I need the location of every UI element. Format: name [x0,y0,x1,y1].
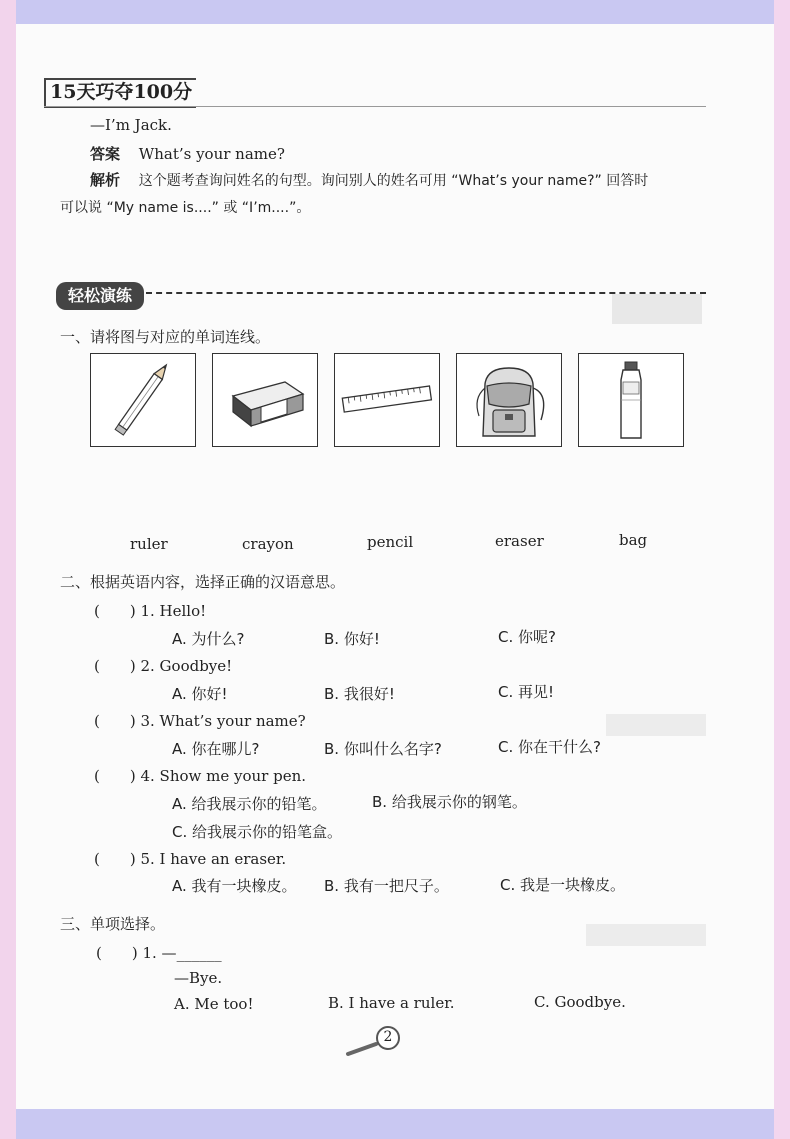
q2-item-4-option-b[interactable]: B. 给我展示你的钢笔。 [372,793,527,811]
q3-option-b[interactable]: B. I have a ruler. [328,994,455,1012]
bottle-picture[interactable] [578,353,684,447]
q2-item-1: ( ) 1. Hello! [94,602,207,620]
q2-item-1-option-a[interactable]: A. 为什么? [172,630,245,648]
page-number: 2 [383,1029,393,1045]
bottle-icon [579,354,683,446]
answer-text: What’s your name? [138,145,285,163]
analysis-label: 解析 [90,171,121,189]
q3-answer-blank[interactable]: ______ [176,944,222,962]
q3-option-a[interactable]: A. Me too! [174,995,254,1013]
q2-item-3-option-a[interactable]: A. 你在哪儿? [172,740,260,758]
q2-item-2-option-b[interactable]: B. 我很好! [324,685,395,703]
analysis-text-1: 这个题考查询问姓名的句型。询问别人的姓名可用 “What’s your name?” 回答时 [138,173,649,189]
right-border [774,0,790,1139]
q2-item-3-option-b[interactable]: B. 你叫什么名字? [324,740,442,758]
q2-item-5-option-b[interactable]: B. 我有一把尺子。 [324,877,449,895]
bleed-through-block [586,924,706,946]
q2-item-4-option-c[interactable]: C. 给我展示你的铅笔盒。 [172,823,343,841]
q2-item-3: ( ) 3. What’s your name? [94,712,306,730]
bleed-through-block [612,294,702,324]
q2-item-4: ( ) 4. Show me your pen. [94,767,307,785]
ruler-icon [335,354,439,446]
word-eraser[interactable]: eraser [495,532,544,550]
eraser-picture[interactable] [212,353,318,447]
pencil-icon [91,354,195,446]
page-header-title: 15天巧夺100分 [44,78,196,108]
backpack-icon [457,354,561,446]
word-bag[interactable]: bag [619,531,648,549]
word-ruler[interactable]: ruler [130,535,168,553]
pencil-picture[interactable] [90,353,196,447]
workbook-page [16,24,774,1109]
q2-item-1-option-b[interactable]: B. 你好! [324,630,380,648]
q2-item-5-option-c[interactable]: C. 我是一块橡皮。 [500,876,626,894]
word-crayon[interactable]: crayon [242,535,294,553]
q2-item-1-option-c[interactable]: C. 你呢? [498,628,556,646]
section-divider [146,292,706,294]
q3-title: 三、单项选择。 [60,915,166,933]
left-border [0,0,16,1139]
q3-item-1: ( ) 1. — [96,944,177,962]
q2-item-4-option-a[interactable]: A. 给我展示你的铅笔。 [172,795,327,813]
q3-option-c[interactable]: C. Goodbye. [534,993,626,1011]
example-reply: —I’m Jack. [90,116,172,134]
eraser-icon [213,354,317,446]
ruler-picture[interactable] [334,353,440,447]
q2-item-2: ( ) 2. Goodbye! [94,657,233,675]
q3-reply: —Bye. [174,969,223,987]
bag-picture[interactable] [456,353,562,447]
answer-label: 答案 [90,145,121,163]
bleed-through-block [606,714,706,736]
q2-item-2-option-c[interactable]: C. 再见! [498,683,555,701]
section-badge: 轻松演练 [56,282,144,310]
header-rule [44,106,706,107]
q1-title: 一、请将图与对应的单词连线。 [60,328,271,346]
q2-title: 二、根据英语内容，选择正确的汉语意思。 [60,573,346,591]
q2-item-3-option-c[interactable]: C. 你在干什么? [498,738,601,756]
analysis-text-2: 可以说 “My name is....” 或 “I’m....”。 [60,200,311,216]
word-pencil[interactable]: pencil [367,533,414,551]
q2-item-2-option-a[interactable]: A. 你好! [172,685,228,703]
q2-item-5-option-a[interactable]: A. 我有一块橡皮。 [172,877,297,895]
q2-item-5: ( ) 5. I have an eraser. [94,850,287,868]
